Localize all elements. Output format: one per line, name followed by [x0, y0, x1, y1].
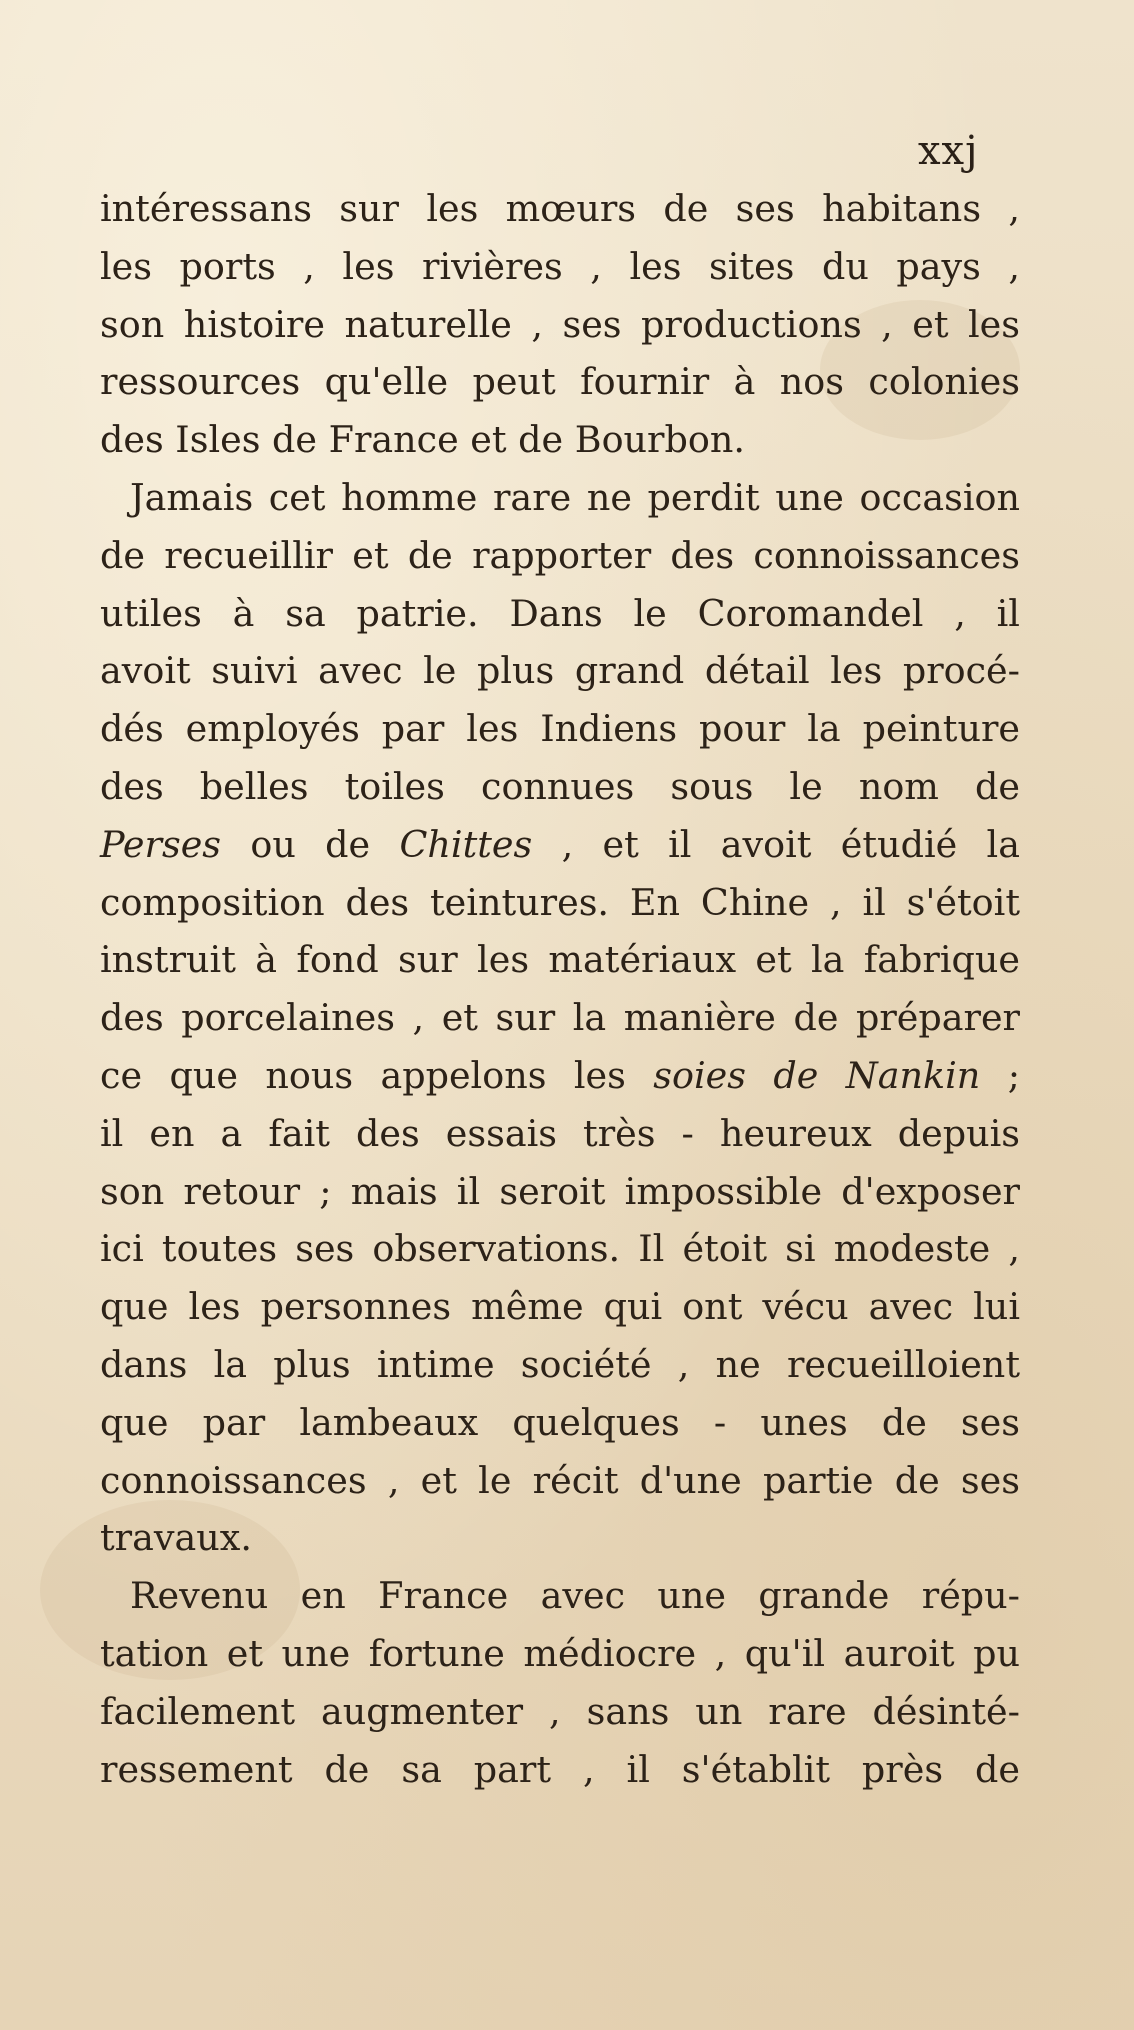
text-line: des belles toiles connues sous le nom de [100, 764, 1020, 808]
italic-term: Chittes [399, 822, 533, 866]
text-fragment: ; [980, 1053, 1021, 1097]
text-line: travaux. [100, 1516, 252, 1560]
text-line: des porcelaines , et sur la manière de préparer [100, 996, 1020, 1040]
text-line: avoit suivi avec le plus grand détail les procé- [100, 649, 1020, 693]
text-line: composition des teintures. En Chine , il s'étoit [100, 880, 1020, 924]
text-line: Revenu en France avec une grande répu- [130, 1574, 1020, 1618]
text-line: son histoire naturelle , ses productions , et les [100, 302, 1020, 346]
text-line-with-italics [100, 816, 1020, 874]
text-line: tation et une fortune médiocre , qu'il auroit pu [100, 1631, 1020, 1675]
text-line-with-italics [100, 1047, 1020, 1105]
text-fragment: , et il avoit étudié la [532, 822, 1020, 866]
text-line: intéressans sur les mœurs de ses habitans , [100, 187, 1020, 230]
text-line: Jamais cet homme rare ne perdit une occasion [130, 475, 1020, 519]
text-line: ressources qu'elle peut fournir à nos colonies [100, 360, 1020, 404]
text-line: utiles à sa patrie. Dans le Coromandel , il [100, 591, 1020, 635]
page-number: xxj [918, 128, 979, 174]
text-line: des Isles de France et de Bourbon. [100, 418, 745, 462]
text-line: que par lambeaux quelques - unes de ses [100, 1400, 1020, 1444]
italic-term: Perses [100, 822, 222, 866]
text-line: il en a fait des essais très - heureux depuis [100, 1111, 1020, 1155]
text-fragment: ce que nous appelons les [100, 1053, 654, 1097]
text-line: instruit à fond sur les matériaux et la fabrique [100, 938, 1020, 982]
italic-term: soies de Nankin [653, 1053, 981, 1097]
text-line: facilement augmenter , sans un rare désinté- [100, 1689, 1020, 1733]
text-fragment: ou de [221, 822, 400, 866]
text-line: de recueillir et de rapporter des connoissances [100, 533, 1020, 577]
text-line: que les personnes même qui ont vécu avec lui [100, 1285, 1020, 1329]
text-line: ressement de sa part , il s'établit près de [100, 1747, 1020, 1791]
text-line: dans la plus intime société , ne recueilloient [100, 1342, 1020, 1386]
text-line: ici toutes ses observations. Il étoit si modeste , [100, 1227, 1020, 1271]
text-line: dés employés par les Indiens pour la peinture [100, 707, 1020, 751]
text-line: son retour ; mais il seroit impossible d'exposer [100, 1169, 1020, 1213]
text-line: les ports , les rivières , les sites du pays , [100, 244, 1020, 288]
body-text [100, 180, 1020, 1798]
text-line: connoissances , et le récit d'une partie de ses [100, 1458, 1020, 1502]
